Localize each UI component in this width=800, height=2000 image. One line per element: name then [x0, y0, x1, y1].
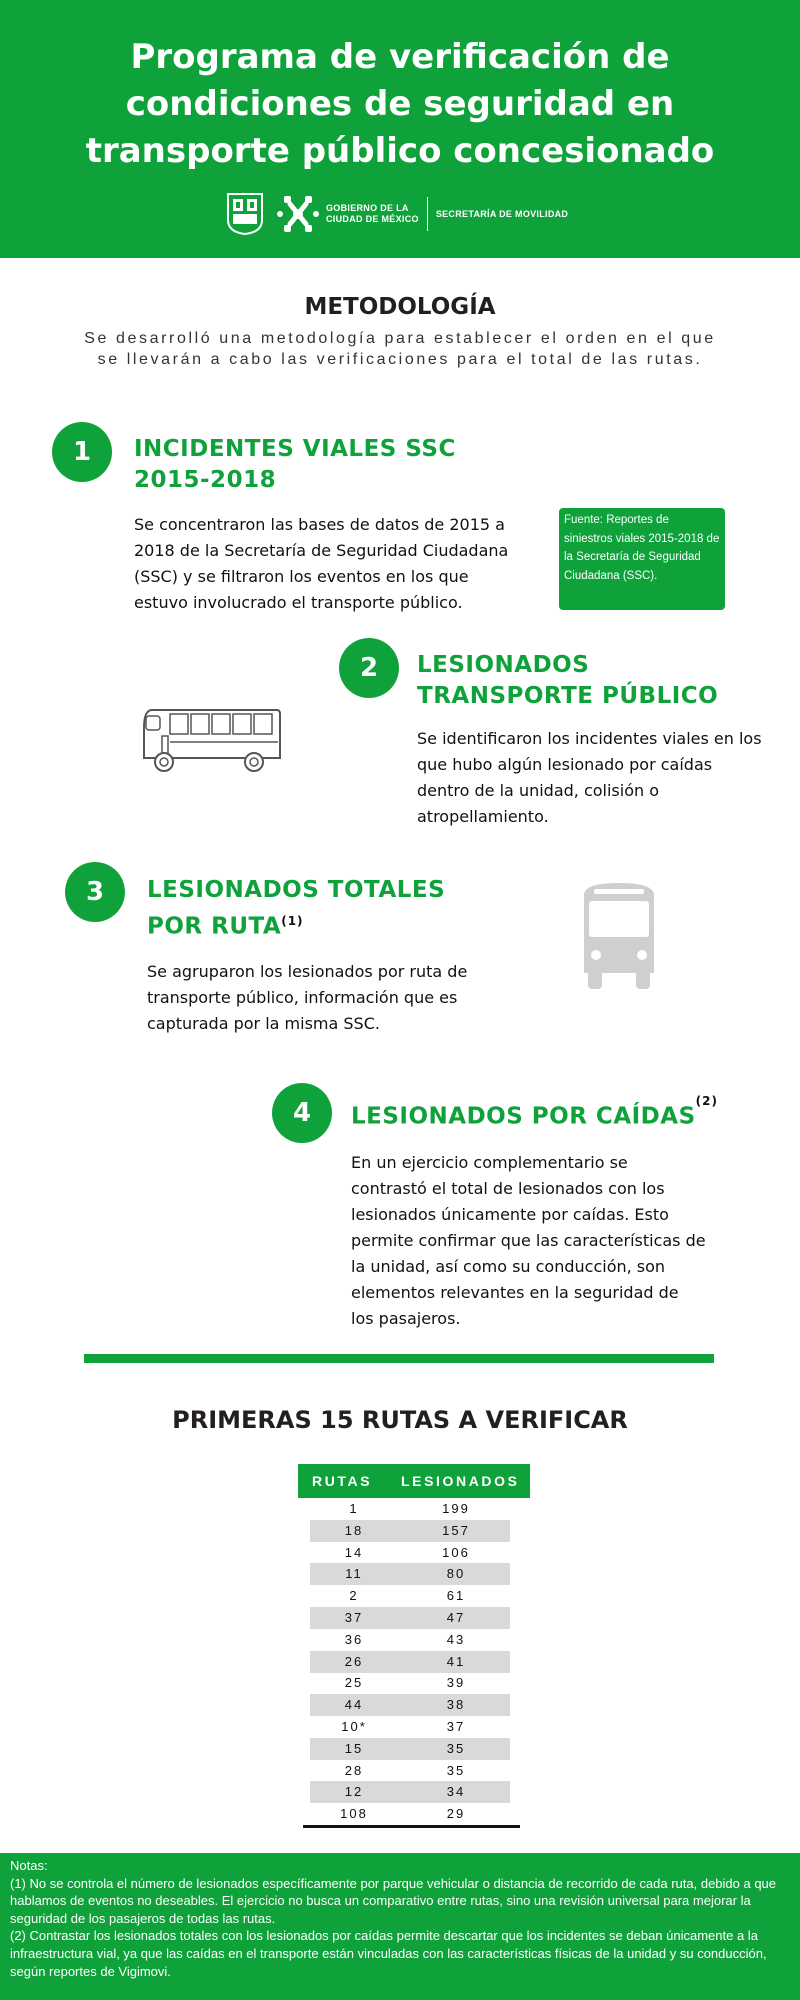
step-1-body: Se concentraron las bases de datos de 2015 a 2018 de la Secretaría de Seguridad Ciudadana (SSC) y se filtraron los eventos en los que estuvo involucrado el transporte público.: [134, 515, 509, 612]
note-mark-1: (1): [281, 914, 304, 928]
table-row: [310, 1651, 510, 1673]
ruta-cell: 44: [344, 1697, 364, 1713]
ruta-cell: 12: [344, 1784, 364, 1800]
ruta-cell: 18: [344, 1522, 364, 1538]
title-line-3: transporte público concesionado: [85, 131, 715, 171]
ruta-cell: 1: [349, 1501, 359, 1516]
lesionados-cell: 47: [446, 1610, 466, 1625]
table-row: [310, 1585, 510, 1607]
lesionados-cell: 34: [446, 1784, 466, 1800]
table-row: [310, 1672, 510, 1694]
step-3-title-line: POR RUTA: [147, 913, 282, 940]
ruta-cell: 11: [345, 1566, 363, 1582]
metodologia-text: Se desarrolló una metodología para establecer el orden en el que se llevarán a cabo las verificaciones para el total de las rutas.: [84, 330, 716, 368]
title-line-1: Programa de verificación de: [130, 37, 670, 77]
bus-front-icon: [574, 881, 664, 991]
step-2-title-line: TRANSPORTE PÚBLICO: [417, 683, 719, 709]
notes-footer: [0, 1853, 800, 2000]
table-row: [310, 1694, 510, 1716]
note-1: (1) No se controla el número de lesionados específicamente por parque vehicular o distancia de recorrido de cada ruta, debido a que hablamos de eventos no deseables. El ejercicio no busca un comparativo entre rutas, sino una revisión universal para mejorar la seguridad de los pasajeros de todas las rutas.: [10, 1875, 777, 1926]
source-note: Fuente: Reportes de siniestros viales 2015-2018 de la Secretaría de Seguridad Ciudadana (SSC).: [559, 508, 725, 610]
step-4-number: 4: [272, 1083, 332, 1143]
metodologia-title: METODOLOGÍA: [304, 294, 496, 320]
notes-title: Notas:: [10, 1858, 48, 1873]
step-3-body: Se agruparon los lesionados por ruta de transporte público, información que es capturada por la misma SSC.: [147, 962, 468, 1033]
gov-line-1: GOBIERNO DE LA: [326, 203, 409, 213]
step-3-title-line: LESIONADOS TOTALES: [147, 877, 446, 903]
gov-line-2: CIUDAD DE MÉXICO: [326, 214, 419, 224]
ruta-cell: 2: [349, 1588, 359, 1604]
section-divider: [84, 1354, 714, 1363]
lesionados-cell: 38: [446, 1697, 466, 1713]
logo-bar: [226, 190, 568, 238]
step-1-title: [134, 434, 456, 496]
ruta-cell: 10*: [341, 1719, 367, 1734]
step-3-number: 3: [65, 862, 125, 922]
step-2-title: [417, 650, 718, 712]
step-2-title-line: LESIONADOS: [417, 652, 590, 678]
column-header-rutas: RUTAS: [312, 1473, 373, 1489]
table-row: [310, 1520, 510, 1542]
step-1-title-line: 2015-2018: [134, 467, 277, 493]
lesionados-cell: 35: [446, 1762, 466, 1778]
lesionados-cell: 43: [446, 1631, 466, 1647]
rutas-table-header: [298, 1464, 530, 1498]
step-2-number: 2: [339, 638, 399, 698]
table-row: [310, 1542, 510, 1564]
lesionados-cell: 80: [446, 1566, 466, 1582]
table-row: [310, 1607, 510, 1629]
step-1-number: 1: [52, 422, 112, 482]
lesionados-cell: 199: [442, 1501, 470, 1516]
column-header-lesionados: LESIONADOS: [401, 1473, 520, 1489]
step-4-title: [351, 1096, 718, 1133]
header-banner: [0, 0, 800, 258]
title-line-2: condiciones de seguridad en: [125, 84, 675, 124]
step-2-body: Se identificaron los incidentes viales en los que hubo algún lesionado por caídas dentro de la unidad, colisión o atropellamiento.: [417, 729, 762, 826]
ruta-cell: 36: [344, 1631, 364, 1647]
lesionados-cell: 29: [446, 1806, 466, 1822]
step-1-title-line: INCIDENTES VIALES SSC: [134, 436, 456, 462]
note-2: (2) Contrastar los lesionados totales con los lesionados por caídas permite descartar que los incidentes se deban únicamente a la infraestructura vial, ya que las caídas en el transporte están vinculadas con las características físicas de la unidad y su conducción, según reportes de Vigimovi.: [10, 1928, 767, 1979]
lesionados-cell: 35: [446, 1740, 466, 1756]
table-row: [310, 1498, 510, 1520]
table-row: [310, 1803, 510, 1825]
step-3-title: [147, 875, 445, 943]
lesionados-cell: 61: [446, 1588, 466, 1604]
ruta-cell: 37: [344, 1610, 364, 1625]
table-row: [310, 1781, 510, 1803]
secretaria-label: SECRETARÍA DE MOVILIDAD: [435, 209, 569, 219]
lesionados-cell: 157: [442, 1522, 470, 1538]
gobierno-cdmx-label: [326, 203, 419, 225]
table-bottom-rule: [303, 1825, 520, 1828]
cdmx-shield-logo: [226, 192, 264, 236]
rutas-table-title: PRIMERAS 15 RUTAS A VERIFICAR: [172, 1406, 628, 1434]
lesionados-cell: 41: [446, 1653, 466, 1669]
table-row: [310, 1716, 510, 1738]
cdmx-logo: [276, 190, 320, 238]
logo-divider: [427, 197, 428, 231]
table-row: [310, 1760, 510, 1782]
table-row: [310, 1629, 510, 1651]
lesionados-cell: 37: [446, 1719, 466, 1734]
bus-side-icon: [142, 706, 282, 774]
table-row: [310, 1738, 510, 1760]
step-4-body: En un ejercicio complementario se contrastó el total de lesionados con los lesionados únicamente por caídas. Esto permite confirmar que las características de la unidad, así como su conducción, son elementos relevantes en la seguridad de los pasajeros.: [351, 1153, 706, 1328]
page-title: [0, 34, 800, 175]
ruta-cell: 14: [344, 1544, 364, 1560]
ruta-cell: 15: [344, 1740, 364, 1756]
lesionados-cell: 106: [442, 1544, 470, 1560]
ruta-cell: 26: [344, 1653, 364, 1669]
note-mark-2: (2): [695, 1094, 718, 1108]
ruta-cell: 25: [344, 1675, 364, 1691]
lesionados-cell: 39: [446, 1675, 466, 1691]
ruta-cell: 108: [340, 1806, 368, 1822]
table-row: [310, 1563, 510, 1585]
step-4-title-line: LESIONADOS POR CAÍDAS: [351, 1103, 696, 1130]
ruta-cell: 28: [344, 1762, 364, 1778]
